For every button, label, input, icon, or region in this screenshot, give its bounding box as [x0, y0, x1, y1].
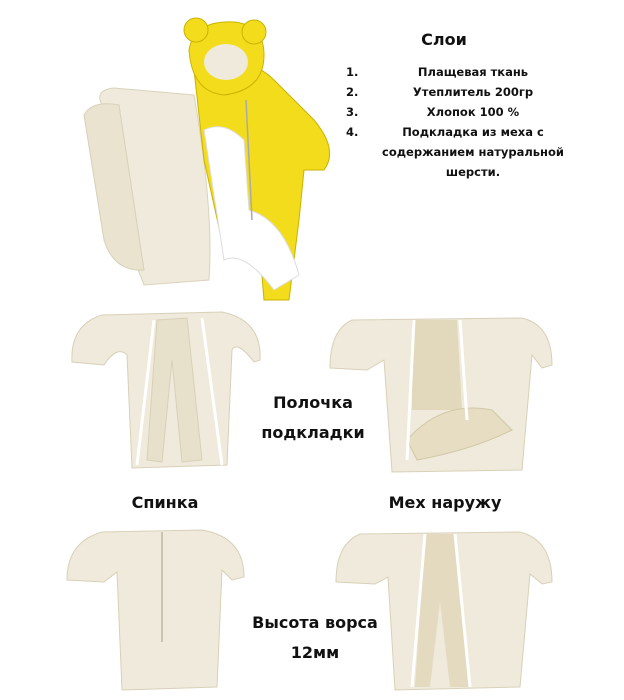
layer-item: [340, 82, 580, 102]
layer-number: 1.: [346, 65, 359, 79]
layer-text: Подкладка из меха с содержанием натуральной шерсти.: [382, 125, 564, 179]
layers-title: Слои: [421, 30, 467, 49]
pile-height-caption-line2: 12мм: [290, 643, 340, 662]
layers-list: [340, 62, 580, 182]
layer-text: Хлопок 100 %: [426, 105, 520, 119]
layer-text: Утеплитель 200гр: [412, 85, 534, 99]
fur-out-caption: Мех наружу: [388, 493, 502, 512]
layer-number: 3.: [346, 105, 359, 119]
layer-number: 4.: [346, 125, 359, 139]
front-lining-caption: [248, 388, 378, 448]
layer-number: 2.: [346, 85, 359, 99]
back-lining-image: [62, 522, 247, 692]
layer-item: [340, 102, 580, 122]
layer-item: [340, 62, 580, 82]
front-lining-caption-line1: Полочка: [273, 393, 353, 412]
layer-text: Плащевая ткань: [417, 65, 529, 79]
front-lining-caption-line2: подкладки: [261, 423, 365, 442]
layer-item: [340, 122, 580, 182]
yellow-jumpsuit-image: [74, 10, 344, 310]
pile-height-caption: [240, 608, 390, 668]
pile-height-caption-line1: Высота ворса: [252, 613, 378, 632]
back-caption: Спинка: [131, 493, 199, 512]
front-lining-image: [62, 300, 267, 475]
